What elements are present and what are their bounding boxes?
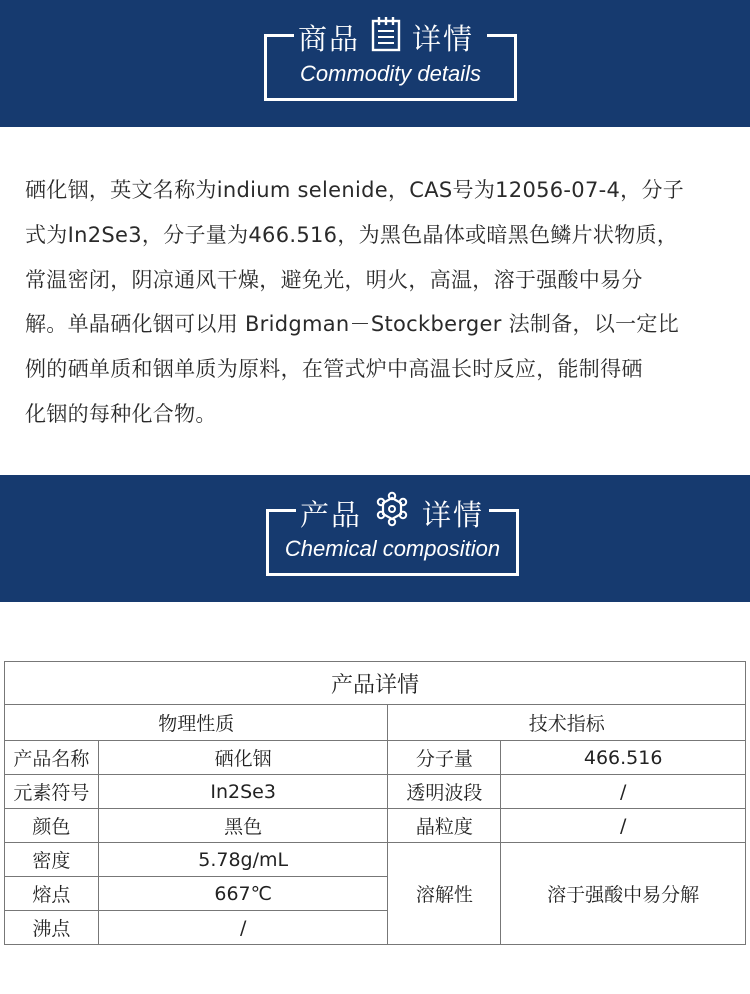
spec-name: 透明波段	[388, 775, 501, 809]
banner-title-left: 产品	[300, 498, 363, 532]
physical-properties-header: 物理性质	[5, 705, 388, 741]
description-line: 硒化铟，英文名称为indium selenide，CAS号为12056-07-4，分子	[25, 178, 685, 202]
commodity-details-banner	[0, 0, 750, 127]
description-line: 例的硒单质和铟单质为原料，在管式炉中高温长时反应，能制得硒	[25, 357, 643, 382]
property-name: 熔点	[5, 877, 99, 911]
molecule-icon	[372, 491, 412, 536]
product-description	[25, 168, 737, 437]
property-name: 密度	[5, 843, 99, 877]
banner-subtitle: Commodity details	[300, 61, 481, 86]
banner-title-left: 商品	[298, 22, 361, 56]
property-value: 黑色	[98, 809, 388, 843]
table-title: 产品详情	[5, 662, 746, 705]
table-row	[5, 741, 746, 775]
property-name: 沸点	[5, 911, 99, 945]
description-line: 式为In2Se3，分子量为466.516，为黑色晶体或暗黑色鳞片状物质，	[25, 222, 679, 247]
spec-value: 466.516	[501, 741, 746, 775]
banner-title	[298, 16, 474, 59]
property-value: 5.78g/mL	[98, 843, 388, 877]
notepad-icon	[370, 16, 402, 59]
property-value: In2Se3	[98, 775, 388, 809]
spec-name: 晶粒度	[388, 809, 501, 843]
property-value: /	[98, 911, 388, 945]
property-name: 元素符号	[5, 775, 99, 809]
description-line: 常温密闭，阴凉通风干燥，避免光，明火，高温，溶于强酸中易分	[25, 267, 643, 292]
description-line: 化铟的每种化合物。	[25, 401, 217, 426]
banner-subtitle: Chemical composition	[284, 536, 501, 561]
solubility-value: 溶于强酸中易分解	[501, 843, 746, 945]
description-line: 解。单晶硒化铟可以用 Bridgman－Stockberger 法制备，以一定比	[25, 312, 680, 337]
banner-title	[300, 491, 484, 536]
banner-title-right: 详情	[422, 498, 485, 532]
solubility-name: 溶解性	[388, 843, 501, 945]
spec-value: /	[501, 809, 746, 843]
property-name: 颜色	[5, 809, 99, 843]
table-row	[5, 843, 746, 877]
property-value: 667℃	[98, 877, 388, 911]
spec-name: 分子量	[388, 741, 501, 775]
table-row	[5, 809, 746, 843]
spec-value: /	[501, 775, 746, 809]
technical-specs-header: 技术指标	[388, 705, 746, 741]
banner-title-right: 详情	[412, 22, 475, 56]
property-name: 产品名称	[5, 741, 99, 775]
table-row	[5, 775, 746, 809]
property-value: 硒化铟	[98, 741, 388, 775]
product-spec-table	[4, 661, 746, 945]
